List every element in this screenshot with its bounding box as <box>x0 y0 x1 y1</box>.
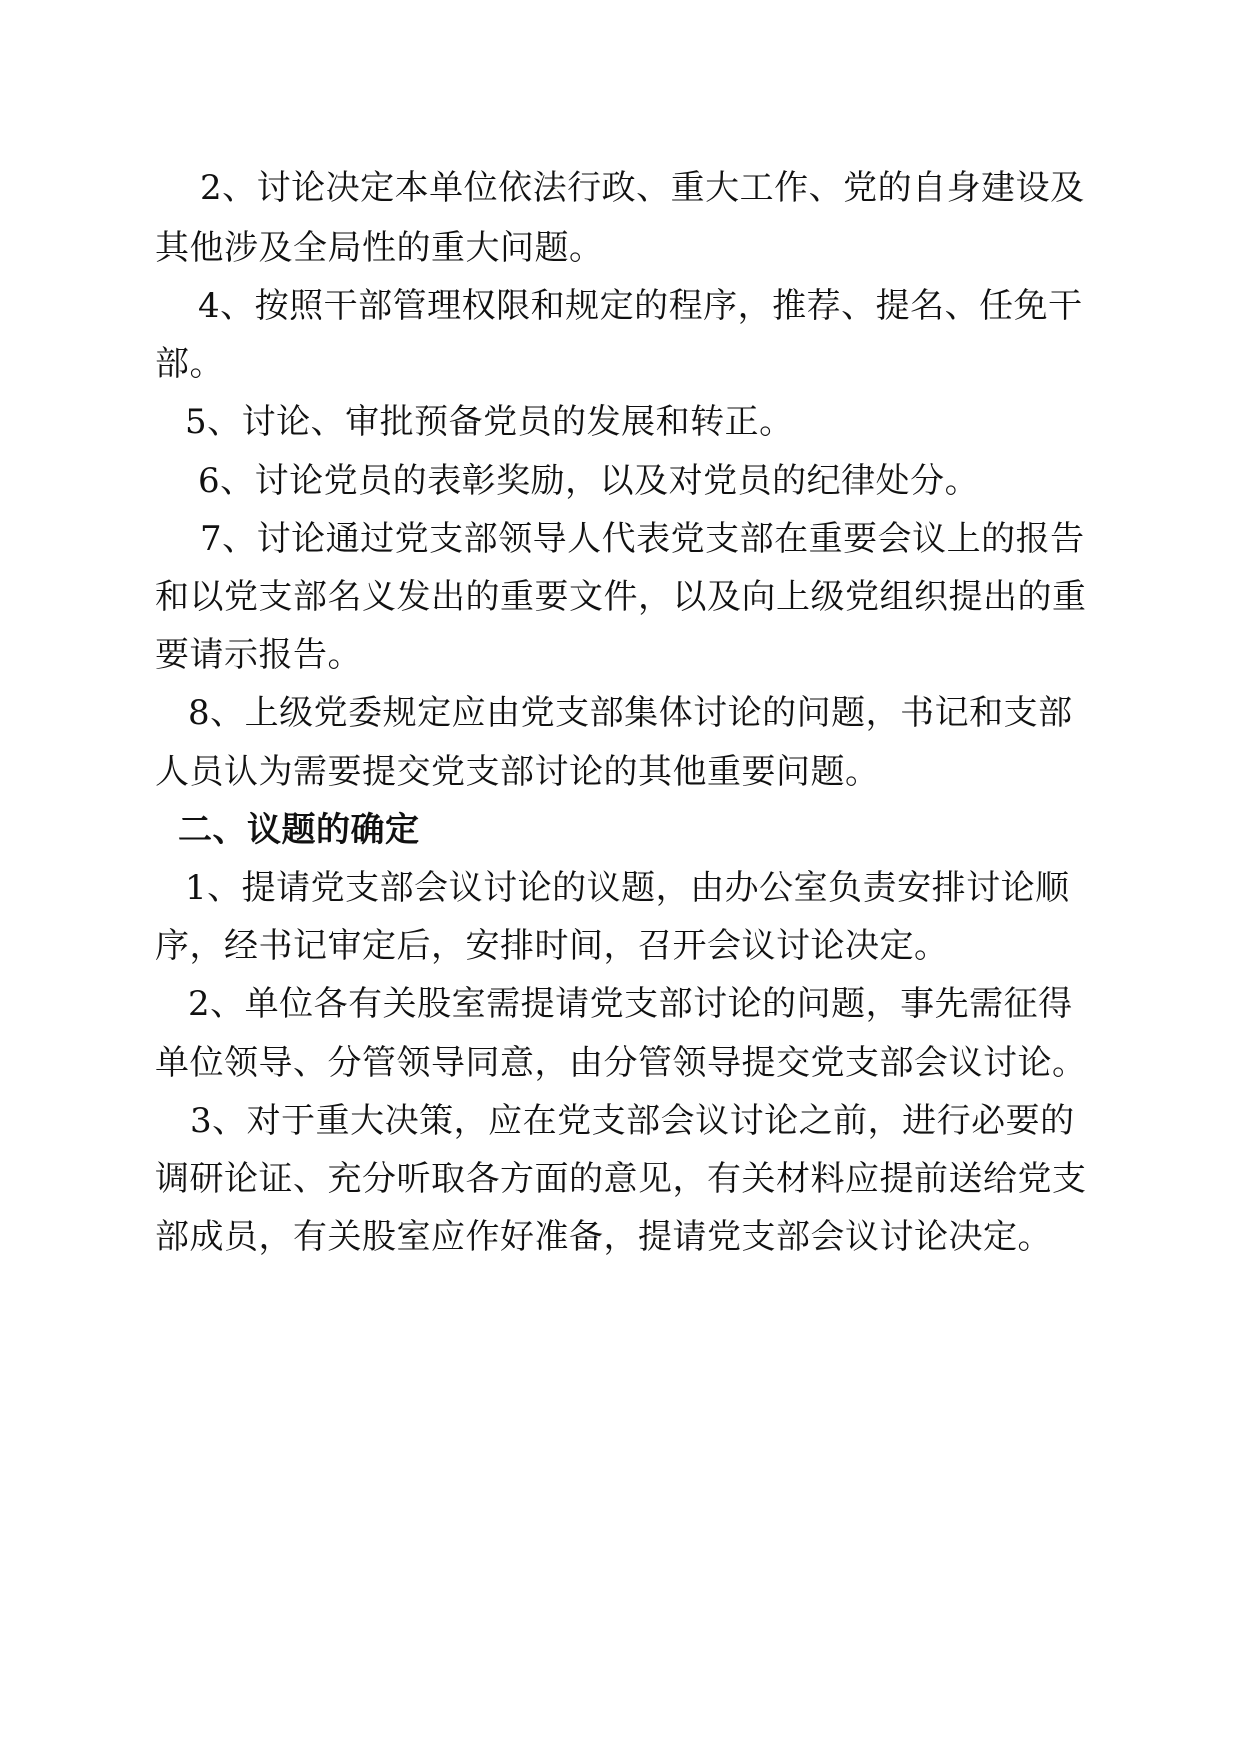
item-6-line-1: 6、讨论党员的表彰奖励，以及对党员的纪律处分。 <box>198 461 980 501</box>
item-4-line-2: 部。 <box>155 344 224 384</box>
sec-item-1-line-1: 1、提请党支部会议讨论的议题，由办公室负责安排讨论顺 <box>185 868 1070 908</box>
item-2-line-2: 其他涉及全局性的重大问题。 <box>155 228 604 268</box>
section-heading: 二、议题的确定 <box>178 810 420 850</box>
sec-item-2-line-1: 2、单位各有关股室需提请党支部讨论的问题，事先需征得 <box>188 984 1073 1024</box>
item-5-line-1: 5、讨论、审批预备党员的发展和转正。 <box>185 402 794 442</box>
item-8-line-1: 8、上级党委规定应由党支部集体讨论的问题，书记和支部 <box>188 693 1073 733</box>
sec-item-3-line-3: 部成员，有关股室应作好准备，提请党支部会议讨论决定。 <box>155 1217 1052 1257</box>
sec-item-1-line-2: 序，经书记审定后，安排时间，召开会议讨论决定。 <box>155 926 949 966</box>
item-7-line-3: 要请示报告。 <box>155 635 362 675</box>
item-2-line-1: 2、讨论决定本单位依法行政、重大工作、党的自身建设及 <box>200 168 1085 208</box>
item-7-line-2: 和以党支部名义发出的重要文件，以及向上级党组织提出的重 <box>155 577 1087 617</box>
sec-item-2-line-2: 单位领导、分管领导同意，由分管领导提交党支部会议讨论。 <box>155 1043 1087 1083</box>
sec-item-3-line-2: 调研论证、充分听取各方面的意见，有关材料应提前送给党支 <box>155 1159 1087 1199</box>
item-8-line-2: 人员认为需要提交党支部讨论的其他重要问题。 <box>155 752 880 792</box>
item-7-line-1: 7、讨论通过党支部领导人代表党支部在重要会议上的报告 <box>200 519 1085 559</box>
sec-item-3-line-1: 3、对于重大决策，应在党支部会议讨论之前，进行必要的 <box>190 1101 1075 1141</box>
item-4-line-1: 4、按照干部管理权限和规定的程序，推荐、提名、任免干 <box>198 286 1083 326</box>
